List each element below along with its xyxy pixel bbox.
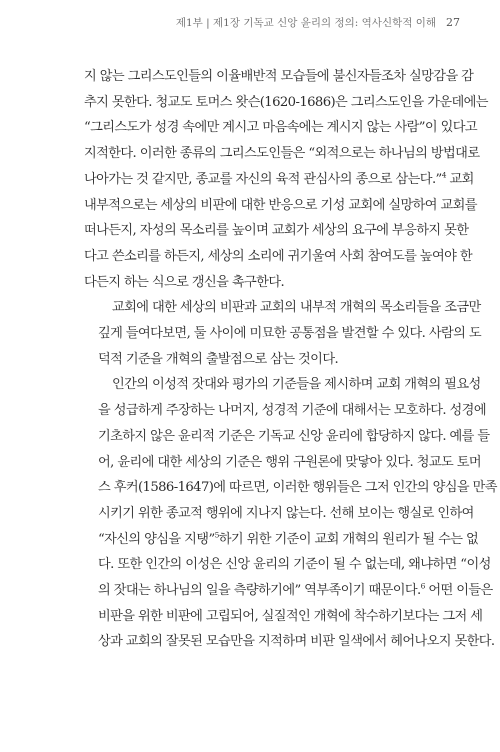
text-line xyxy=(84,527,479,553)
text-line: 상과 교회의 잘못된 모습만을 지적하며 비판 일색에서 헤어나오지 못한다. xyxy=(98,634,495,650)
footnote-marker: 4 xyxy=(441,170,446,180)
text-segment: 하기 위한 기준이 교회 개혁의 원리가 될 수는 없 xyxy=(218,531,479,547)
footnote-marker: 6 xyxy=(420,581,425,591)
text-line: 스 후커(1586-1647)에 따르면, 이러한 행위들은 그저 인간의 양심을 만족 xyxy=(98,480,497,496)
paragraph-1 xyxy=(84,64,488,295)
text-line: 지적한다. 이러한 종류의 그리스도인들은 “외적으로는 하나님의 방법대로 xyxy=(84,146,480,162)
text-line: 다든지 하는 식으로 갱신을 촉구한다. xyxy=(84,274,285,290)
text-line: 시키기 위한 종교적 행위에 지나지 않는다. 선해 보이는 행실로 인하여 xyxy=(98,505,474,521)
text-line: 지 않는 그리스도인들의 이율배반적 모습들에 불신자들조차 실망감을 감 xyxy=(84,69,474,84)
text-line: 기초하지 않은 윤리적 기준은 기독교 신앙 윤리에 합당하지 않다. 예를 들 xyxy=(98,428,490,444)
footnote-marker: 5 xyxy=(214,530,219,540)
body-text xyxy=(84,64,497,655)
text-line: 덕적 기준을 개혁의 출발점으로 삼는 것이다. xyxy=(98,351,339,367)
text-segment: 의 잣대는 하나님의 일을 측량하기에” 역부족이기 때문이다. xyxy=(98,583,421,599)
text-line: 내부적으로는 세상의 비판에 대한 반응으로 기성 교회에 실망하여 교회를 xyxy=(84,197,477,213)
text-line: 어, 윤리에 대한 세상의 기준은 행위 구원론에 맞닿아 있다. 청교도 토머 xyxy=(98,454,481,470)
running-header xyxy=(60,14,460,30)
text-line: 다. 또한 인간의 이성은 신앙 윤리의 기준이 될 수 없는데, 왜냐하면 “이성 xyxy=(98,557,491,573)
text-line: 교회에 대한 세상의 비판과 교회의 내부적 개혁의 목소리들을 조금만 xyxy=(112,300,481,316)
text-line: 떠나든지, 자성의 목소리를 높이며 교회가 세상의 요구에 부응하지 못한 xyxy=(84,223,469,239)
page-number: 27 xyxy=(446,15,460,29)
text-segment: 나아가는 것 같지만, 종교를 자신의 육적 관심사의 종으로 삼는다.” xyxy=(84,171,442,187)
text-line: “그리스도가 성경 속에만 계시고 마음속에는 계시지 않는 사람”이 있다고 xyxy=(84,120,478,136)
paragraph-3 xyxy=(84,372,497,655)
text-line: 인간의 이성적 잣대와 평가의 기준들을 제시하며 교회 개혁의 필요성 xyxy=(112,377,481,393)
text-line: 을 성급하게 주장하는 나머지, 성경적 기준에 대해서는 모호하다. 성경에 xyxy=(98,403,486,419)
text-segment: “자신의 양심을 지탱” xyxy=(98,531,215,547)
text-line: 깊게 들여다보면, 둘 사이에 미묘한 공통점을 발견할 수 있다. 사람의 도 xyxy=(98,326,481,342)
text-segment: 어떤 이들은 xyxy=(424,583,493,599)
text-segment: 교회 xyxy=(445,171,474,187)
text-line: 추지 못한다. 청교도 토머스 왓슨(1620-1686)은 그리스도인을 가운데에는 xyxy=(84,94,488,110)
text-line xyxy=(84,167,474,193)
text-line xyxy=(84,578,493,604)
text-line: 다고 쓴소리를 하든지, 세상의 소리에 귀기울여 사회 참여도를 높여야 한 xyxy=(84,248,472,264)
running-title: 제1부 | 제1장 기독교 신앙 윤리의 정의: 역사신학적 이해 xyxy=(175,16,436,29)
paragraph-2 xyxy=(84,295,481,372)
text-line: 비판을 위한 비판에 고립되어, 실질적인 개혁에 착수하기보다는 그저 세 xyxy=(98,608,483,624)
